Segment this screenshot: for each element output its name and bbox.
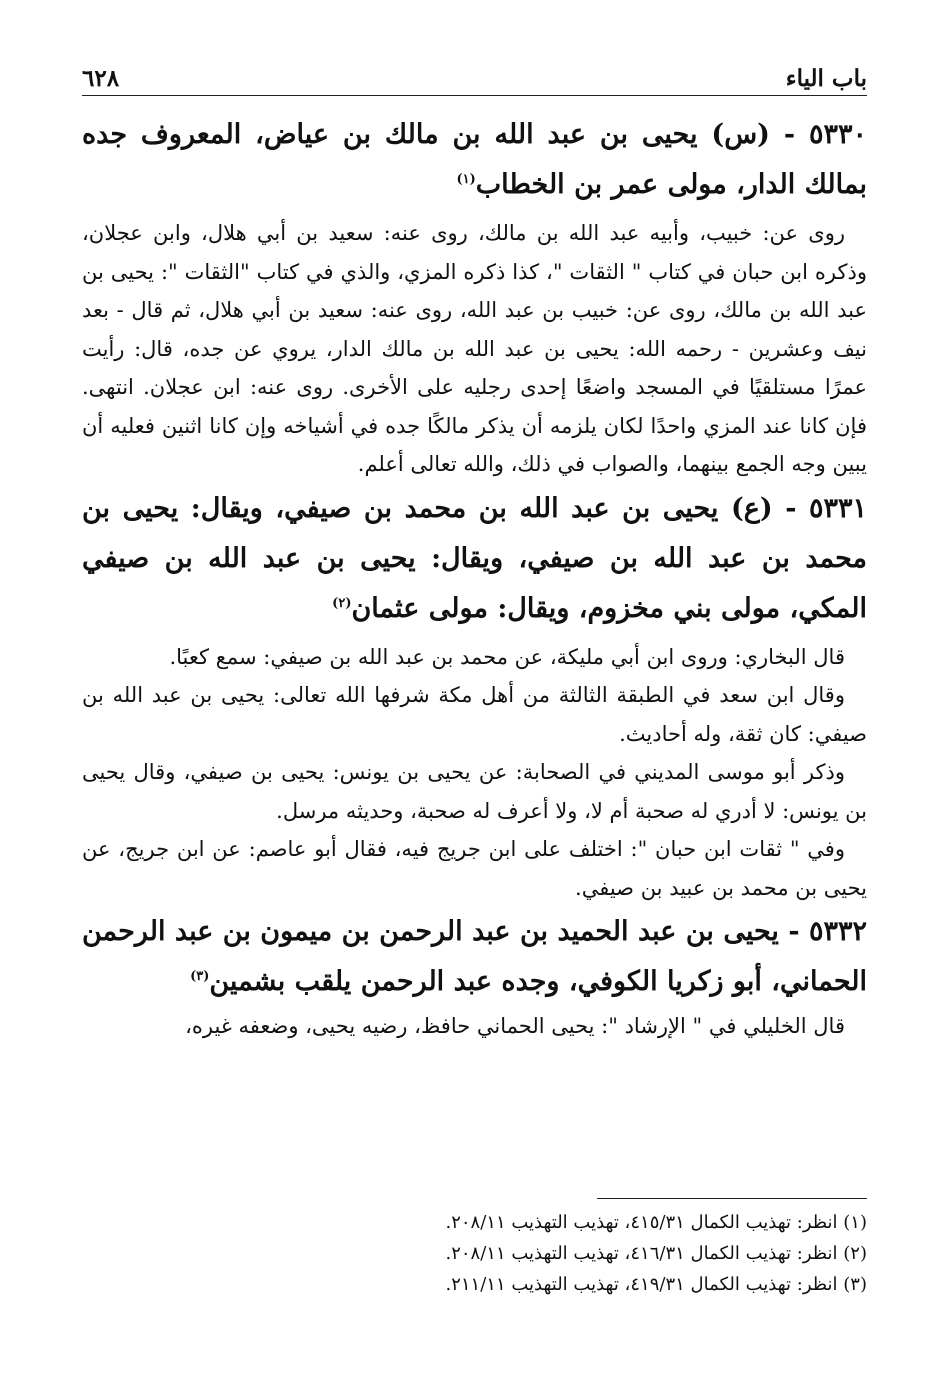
entry-title-5331: ٥٣٣١ - (ع) يحيى بن عبد الله بن محمد بن صيفي، ويقال: يحيى بن محمد بن عبد الله بن صيفي، ويقال: يحيى بن عبد الله بن صيفي المكي، مولى بني مخزوم، ويقال: مولى عثمان$^{(٢)}$ [82,492,867,624]
entry-title-5330: ٥٣٣٠ - (س) يحيى بن عبد الله بن مالك بن عياض، المعروف جده بمالك الدار، مولى عمر بن الخطاب$^{(١)}$ [82,119,867,200]
entry-paragraph: قال البخاري: وروى ابن أبي مليكة، عن محمد بن عبد الله بن صيفي: سمع كعبًا. [169,644,845,669]
page-number: ٦٢٨ [82,65,120,92]
footnote-separator [597,1198,867,1199]
page-body [82,110,867,1046]
entry-paragraph: وفي " ثقات ابن حبان ": اختلف على ابن جريج فيه، فقال أبو عاصم: عن ابن جريج، عن يحيى بن محمد بن عبيد بن صيفي. [82,837,867,900]
footnotes [82,1207,867,1300]
running-header [82,62,867,96]
entry-paragraph: قال الخليلي في " الإرشاد ": يحيى الحماني حافظ، رضيه يحيى، وضعفه غيره، [185,1014,845,1038]
footnote-ref-1: (١) [456,172,476,187]
footnote-3: (٣) انظر: تهذيب الكمال ٤١٩/٣١، تهذيب التهذيب ٢١١/١١. [445,1274,867,1295]
footnote-ref-3: (٣) [190,969,210,984]
chapter-title: باب الياء [785,65,867,92]
entry-title-5332: ٥٣٣٢ - يحيى بن عبد الحميد بن عبد الرحمن بن ميمون بن عبد الرحمن الحماني، أبو زكريا الكوفي، وجده عبد الرحمن يلقب بشمين$^{(٣)}$ [82,916,867,997]
footnote-ref-2: (٢) [332,595,352,611]
footnote-1: (١) انظر: تهذيب الكمال ٤١٥/٣١، تهذيب التهذيب ٢٠٨/١١. [445,1212,867,1233]
footnote-2: (٢) انظر: تهذيب الكمال ٤١٦/٣١، تهذيب التهذيب ٢٠٨/١١. [445,1243,867,1264]
entry-paragraph: وذكر أبو موسى المديني في الصحابة: عن يحيى بن يونس: يحيى بن صيفي، وقال يحيى بن يونس: لا أدري له صحبة أم لا، ولا أعرف له صحبة، وحديثه مرسل. [82,760,867,823]
entry-paragraph: وقال ابن سعد في الطبقة الثالثة من أهل مكة شرفها الله تعالى: يحيى بن عبد الله بن صيفي: كان ثقة، وله أحاديث. [82,683,867,746]
entry-paragraph: روى عن: خبيب، وأبيه عبد الله بن مالك، روى عنه: سعيد بن أبي هلال، وابن عجلان، وذكره ابن حبان في كتاب " الثقات "، كذا ذكره المزي، والذي في كتاب "الثقات ": يحيى بن عبد الله بن مالك، روى عن: خبيب بن عبد الله، روى عنه: سعيد بن أبي هلال، ثم قال - بعد نيف وعشرين - رحمه الله: يحيى بن عبد الله بن مالك الدار، يروي عن جده، قال: رأيت عمرًا مستلقيًا في المسجد واضعًا إحدى رجليه على الأخرى. روى عنه: ابن عجلان. انتهى. فإن كانا عند المزي واحدًا لكان يلزمه أن يذكر مالكًا جده في أشياخه وإن كانا اثنين فعليه أن يبين وجه الجمع بينهما، والصواب في ذلك، والله تعالى أعلم. [82,221,867,476]
